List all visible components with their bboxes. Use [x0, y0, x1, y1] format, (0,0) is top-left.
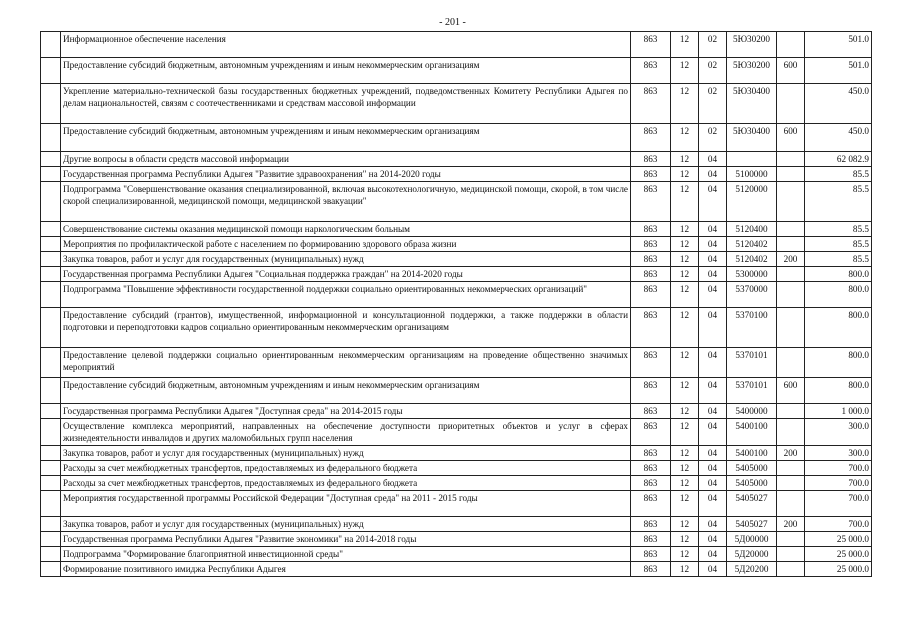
blank-cell [41, 532, 61, 547]
item-name-cell: Закупка товаров, работ и услуг для государственных (муниципальных) нужд [61, 517, 631, 532]
target-article-code-cell: 5Д00000 [727, 532, 777, 547]
amount-cell: 800.0 [805, 308, 872, 348]
expense-type-code-cell [777, 152, 805, 167]
dept-code-cell: 863 [631, 267, 671, 282]
budget-table-body [41, 32, 872, 577]
table-row [41, 532, 872, 547]
subsection-code-cell: 02 [699, 58, 727, 84]
dept-code-cell: 863 [631, 562, 671, 577]
target-article-code-cell: 5370101 [727, 348, 777, 378]
section-code-cell: 12 [671, 404, 699, 419]
amount-cell: 25 000.0 [805, 547, 872, 562]
amount-cell: 501.0 [805, 32, 872, 58]
section-code-cell: 12 [671, 267, 699, 282]
table-row [41, 282, 872, 308]
expense-type-code-cell [777, 547, 805, 562]
target-article-code-cell: 5120400 [727, 222, 777, 237]
subsection-code-cell: 04 [699, 182, 727, 222]
target-article-code-cell: 5400100 [727, 446, 777, 461]
item-name-cell: Государственная программа Республики Адыгея "Доступная среда" на 2014-2015 годы [61, 404, 631, 419]
item-name-cell: Формирование позитивного имиджа Республики Адыгея [61, 562, 631, 577]
table-row [41, 491, 872, 517]
blank-cell [41, 32, 61, 58]
subsection-code-cell: 04 [699, 476, 727, 491]
dept-code-cell: 863 [631, 308, 671, 348]
target-article-code-cell: 5Ю30200 [727, 32, 777, 58]
section-code-cell: 12 [671, 84, 699, 124]
amount-cell: 501.0 [805, 58, 872, 84]
blank-cell [41, 167, 61, 182]
subsection-code-cell: 04 [699, 267, 727, 282]
section-code-cell: 12 [671, 32, 699, 58]
item-name-cell: Совершенствование системы оказания медицинской помощи наркологическим больным [61, 222, 631, 237]
blank-cell [41, 562, 61, 577]
section-code-cell: 12 [671, 378, 699, 404]
dept-code-cell: 863 [631, 32, 671, 58]
item-name-cell: Предоставление субсидий (грантов), имущественной, информационной и консультационной поддержки, а также поддержки в области подготовки и переподготовки кадров социально ориентированным некоммерческим организациям [61, 308, 631, 348]
amount-cell: 450.0 [805, 84, 872, 124]
expense-type-code-cell [777, 404, 805, 419]
expense-type-code-cell [777, 267, 805, 282]
dept-code-cell: 863 [631, 446, 671, 461]
subsection-code-cell: 04 [699, 547, 727, 562]
subsection-code-cell: 04 [699, 282, 727, 308]
subsection-code-cell: 04 [699, 562, 727, 577]
table-row [41, 461, 872, 476]
subsection-code-cell: 04 [699, 517, 727, 532]
section-code-cell: 12 [671, 517, 699, 532]
dept-code-cell: 863 [631, 58, 671, 84]
table-row [41, 237, 872, 252]
item-name-cell: Предоставление субсидий бюджетным, автономным учреждениям и иным некоммерческим организациям [61, 378, 631, 404]
table-row [41, 58, 872, 84]
amount-cell: 85.5 [805, 167, 872, 182]
item-name-cell: Подпрограмма "Совершенствование оказания специализированной, включая высокотехнологичную, медицинской помощи, скорой, в том числе скорой специализированной, медицинской помощи, медицинской эвакуации" [61, 182, 631, 222]
target-article-code-cell: 5370000 [727, 282, 777, 308]
table-row [41, 378, 872, 404]
amount-cell: 800.0 [805, 282, 872, 308]
dept-code-cell: 863 [631, 182, 671, 222]
dept-code-cell: 863 [631, 84, 671, 124]
section-code-cell: 12 [671, 124, 699, 152]
blank-cell [41, 547, 61, 562]
blank-cell [41, 237, 61, 252]
expense-type-code-cell [777, 348, 805, 378]
expense-type-code-cell [777, 308, 805, 348]
expense-type-code-cell [777, 419, 805, 446]
subsection-code-cell: 04 [699, 446, 727, 461]
blank-cell [41, 222, 61, 237]
amount-cell: 62 082.9 [805, 152, 872, 167]
dept-code-cell: 863 [631, 167, 671, 182]
table-row [41, 152, 872, 167]
target-article-code-cell: 5Д20200 [727, 562, 777, 577]
subsection-code-cell: 04 [699, 532, 727, 547]
target-article-code-cell: 5120402 [727, 252, 777, 267]
amount-cell: 700.0 [805, 517, 872, 532]
amount-cell: 800.0 [805, 267, 872, 282]
dept-code-cell: 863 [631, 222, 671, 237]
target-article-code-cell: 5405027 [727, 491, 777, 517]
expense-type-code-cell [777, 182, 805, 222]
blank-cell [41, 476, 61, 491]
table-row [41, 419, 872, 446]
blank-cell [41, 152, 61, 167]
blank-cell [41, 124, 61, 152]
dept-code-cell: 863 [631, 476, 671, 491]
blank-cell [41, 252, 61, 267]
subsection-code-cell: 04 [699, 237, 727, 252]
section-code-cell: 12 [671, 476, 699, 491]
table-row [41, 517, 872, 532]
section-code-cell: 12 [671, 237, 699, 252]
item-name-cell: Расходы за счет межбюджетных трансфертов, предоставляемых из федерального бюджета [61, 461, 631, 476]
section-code-cell: 12 [671, 308, 699, 348]
item-name-cell: Государственная программа Республики Адыгея "Социальная поддержка граждан" на 2014-2020 годы [61, 267, 631, 282]
expense-type-code-cell [777, 222, 805, 237]
target-article-code-cell: 5120402 [727, 237, 777, 252]
target-article-code-cell: 5Д20000 [727, 547, 777, 562]
section-code-cell: 12 [671, 348, 699, 378]
subsection-code-cell: 04 [699, 252, 727, 267]
expense-type-code-cell [777, 476, 805, 491]
page-number: - 201 - [439, 17, 466, 28]
dept-code-cell: 863 [631, 237, 671, 252]
item-name-cell: Укрепление материально-технической базы государственных бюджетных учреждений, подведомственных Комитету Республики Адыгея по делам национальностей, связям с соотечественниками и средствам массовой информации [61, 84, 631, 124]
dept-code-cell: 863 [631, 461, 671, 476]
dept-code-cell: 863 [631, 348, 671, 378]
budget-table [40, 31, 872, 577]
target-article-code-cell [727, 152, 777, 167]
target-article-code-cell: 5120000 [727, 182, 777, 222]
table-row [41, 562, 872, 577]
table-row [41, 222, 872, 237]
expense-type-code-cell [777, 532, 805, 547]
subsection-code-cell: 04 [699, 167, 727, 182]
blank-cell [41, 182, 61, 222]
amount-cell: 85.5 [805, 182, 872, 222]
target-article-code-cell: 5300000 [727, 267, 777, 282]
table-row [41, 547, 872, 562]
dept-code-cell: 863 [631, 491, 671, 517]
expense-type-code-cell [777, 491, 805, 517]
item-name-cell: Осуществление комплекса мероприятий, направленных на обеспечение доступности приоритетных объектов и услуг в сферах жизнедеятельности инвалидов и других маломобильных групп населения [61, 419, 631, 446]
dept-code-cell: 863 [631, 124, 671, 152]
amount-cell: 800.0 [805, 378, 872, 404]
section-code-cell: 12 [671, 547, 699, 562]
item-name-cell: Мероприятия государственной программы Российской Федерации "Доступная среда" на 2011 - 2015 годы [61, 491, 631, 517]
item-name-cell: Закупка товаров, работ и услуг для государственных (муниципальных) нужд [61, 252, 631, 267]
dept-code-cell: 863 [631, 378, 671, 404]
target-article-code-cell: 5Ю30400 [727, 124, 777, 152]
table-row [41, 252, 872, 267]
section-code-cell: 12 [671, 58, 699, 84]
target-article-code-cell: 5Ю30200 [727, 58, 777, 84]
section-code-cell: 12 [671, 222, 699, 237]
item-name-cell: Закупка товаров, работ и услуг для государственных (муниципальных) нужд [61, 446, 631, 461]
table-row [41, 348, 872, 378]
amount-cell: 700.0 [805, 491, 872, 517]
blank-cell [41, 461, 61, 476]
table-row [41, 167, 872, 182]
target-article-code-cell: 5405000 [727, 476, 777, 491]
table-row [41, 446, 872, 461]
subsection-code-cell: 04 [699, 491, 727, 517]
amount-cell: 85.5 [805, 237, 872, 252]
blank-cell [41, 58, 61, 84]
item-name-cell: Подпрограмма "Повышение эффективности государственной поддержки социально ориентированных некоммерческих организаций" [61, 282, 631, 308]
section-code-cell: 12 [671, 491, 699, 517]
target-article-code-cell: 5400100 [727, 419, 777, 446]
item-name-cell: Предоставление целевой поддержки социально ориентированным некоммерческим организациям на проведение общественно значимых мероприятий [61, 348, 631, 378]
target-article-code-cell: 5370101 [727, 378, 777, 404]
expense-type-code-cell: 200 [777, 517, 805, 532]
table-row [41, 476, 872, 491]
dept-code-cell: 863 [631, 282, 671, 308]
blank-cell [41, 404, 61, 419]
table-row [41, 308, 872, 348]
blank-cell [41, 348, 61, 378]
table-row [41, 84, 872, 124]
amount-cell: 450.0 [805, 124, 872, 152]
subsection-code-cell: 02 [699, 84, 727, 124]
subsection-code-cell: 04 [699, 348, 727, 378]
item-name-cell: Предоставление субсидий бюджетным, автономным учреждениям и иным некоммерческим организациям [61, 124, 631, 152]
subsection-code-cell: 04 [699, 419, 727, 446]
expense-type-code-cell [777, 32, 805, 58]
target-article-code-cell: 5405027 [727, 517, 777, 532]
amount-cell: 800.0 [805, 348, 872, 378]
section-code-cell: 12 [671, 252, 699, 267]
subsection-code-cell: 02 [699, 32, 727, 58]
subsection-code-cell: 04 [699, 222, 727, 237]
blank-cell [41, 517, 61, 532]
item-name-cell: Информационное обеспечение населения [61, 32, 631, 58]
amount-cell: 300.0 [805, 419, 872, 446]
expense-type-code-cell: 600 [777, 58, 805, 84]
amount-cell: 25 000.0 [805, 562, 872, 577]
section-code-cell: 12 [671, 562, 699, 577]
subsection-code-cell: 04 [699, 378, 727, 404]
blank-cell [41, 491, 61, 517]
target-article-code-cell: 5370100 [727, 308, 777, 348]
expense-type-code-cell [777, 282, 805, 308]
expense-type-code-cell [777, 237, 805, 252]
item-name-cell: Государственная программа Республики Адыгея "Развитие экономики" на 2014-2018 годы [61, 532, 631, 547]
blank-cell [41, 84, 61, 124]
blank-cell [41, 267, 61, 282]
subsection-code-cell: 04 [699, 461, 727, 476]
dept-code-cell: 863 [631, 152, 671, 167]
target-article-code-cell: 5405000 [727, 461, 777, 476]
subsection-code-cell: 02 [699, 124, 727, 152]
amount-cell: 700.0 [805, 476, 872, 491]
dept-code-cell: 863 [631, 517, 671, 532]
subsection-code-cell: 04 [699, 404, 727, 419]
subsection-code-cell: 04 [699, 152, 727, 167]
dept-code-cell: 863 [631, 404, 671, 419]
expense-type-code-cell: 600 [777, 378, 805, 404]
blank-cell [41, 446, 61, 461]
expense-type-code-cell: 200 [777, 252, 805, 267]
table-row [41, 182, 872, 222]
amount-cell: 700.0 [805, 461, 872, 476]
section-code-cell: 12 [671, 446, 699, 461]
table-row [41, 404, 872, 419]
section-code-cell: 12 [671, 182, 699, 222]
table-row [41, 32, 872, 58]
amount-cell: 1 000.0 [805, 404, 872, 419]
section-code-cell: 12 [671, 152, 699, 167]
target-article-code-cell: 5Ю30400 [727, 84, 777, 124]
item-name-cell: Расходы за счет межбюджетных трансфертов, предоставляемых из федерального бюджета [61, 476, 631, 491]
blank-cell [41, 378, 61, 404]
section-code-cell: 12 [671, 167, 699, 182]
item-name-cell: Подпрограмма "Формирование благоприятной инвестиционной среды" [61, 547, 631, 562]
section-code-cell: 12 [671, 461, 699, 476]
section-code-cell: 12 [671, 532, 699, 547]
item-name-cell: Предоставление субсидий бюджетным, автономным учреждениям и иным некоммерческим организациям [61, 58, 631, 84]
amount-cell: 25 000.0 [805, 532, 872, 547]
amount-cell: 300.0 [805, 446, 872, 461]
expense-type-code-cell [777, 167, 805, 182]
table-row [41, 124, 872, 152]
dept-code-cell: 863 [631, 547, 671, 562]
dept-code-cell: 863 [631, 419, 671, 446]
table-row [41, 267, 872, 282]
section-code-cell: 12 [671, 419, 699, 446]
subsection-code-cell: 04 [699, 308, 727, 348]
blank-cell [41, 419, 61, 446]
dept-code-cell: 863 [631, 252, 671, 267]
item-name-cell: Другие вопросы в области средств массовой информации [61, 152, 631, 167]
dept-code-cell: 863 [631, 532, 671, 547]
target-article-code-cell: 5400000 [727, 404, 777, 419]
item-name-cell: Государственная программа Республики Адыгея "Развитие здравоохранения" на 2014-2020 годы [61, 167, 631, 182]
expense-type-code-cell: 600 [777, 124, 805, 152]
section-code-cell: 12 [671, 282, 699, 308]
expense-type-code-cell [777, 461, 805, 476]
blank-cell [41, 308, 61, 348]
amount-cell: 85.5 [805, 222, 872, 237]
amount-cell: 85.5 [805, 252, 872, 267]
target-article-code-cell: 5100000 [727, 167, 777, 182]
expense-type-code-cell [777, 562, 805, 577]
expense-type-code-cell: 200 [777, 446, 805, 461]
blank-cell [41, 282, 61, 308]
item-name-cell: Мероприятия по профилактической работе с населением по формированию здорового образа жизни [61, 237, 631, 252]
expense-type-code-cell [777, 84, 805, 124]
